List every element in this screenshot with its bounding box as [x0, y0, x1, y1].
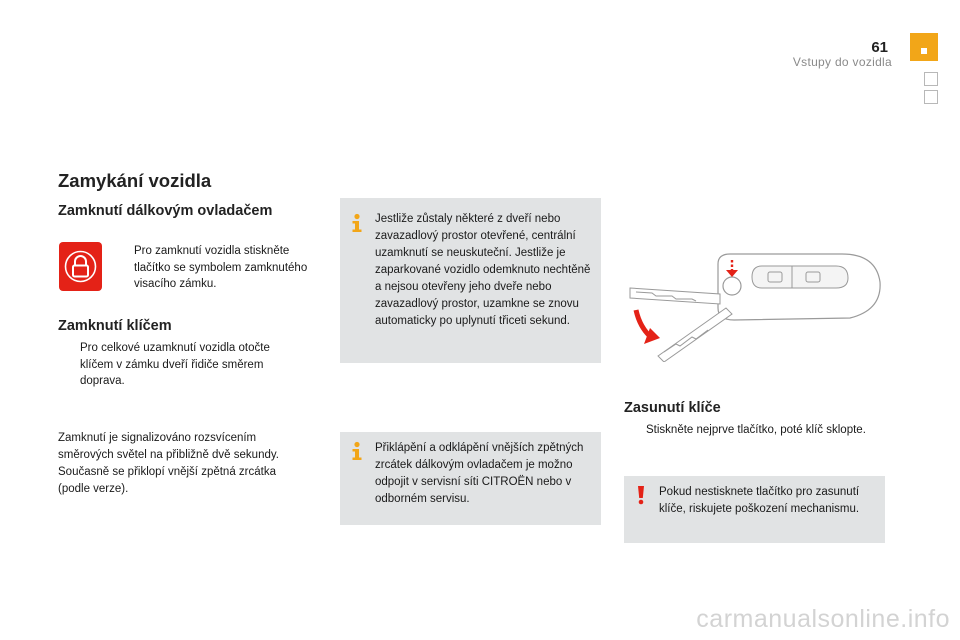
folding-key-icon	[622, 252, 884, 362]
lock-icon	[59, 242, 102, 291]
heading-fold-key: Zasunutí klíče	[624, 400, 721, 416]
watermark: carmanualsonline.info	[696, 605, 950, 633]
chapter-tab-active[interactable]	[910, 33, 938, 61]
info-text: Přiklápění a odklápění vnějších zpětných zrcátek dálkovým ovladačem je možno odpojit v servisní síti CITROËN nebo v odborném servisu.	[375, 442, 584, 505]
info-text: Jestliže zůstaly některé z dveří nebo zavazadlový prostor otevřené, centrální uzamknutí se neuskuteční. Jestliže je zaparkované vozidlo odemknuto nechtěně a nejsou otevřeny jeho dveře nebo zavazadlový prostor, uzamkne se znovu automaticky po uplynutí třiceti sekund.	[375, 213, 591, 327]
bullet-text: Stiskněte nejprve tlačítko, poté klíč sklopte.	[646, 424, 866, 436]
info-box-central-locking	[340, 198, 601, 363]
chapter-tab[interactable]	[924, 90, 938, 104]
bullet-text: Pro zamknutí vozidla stiskněte tlačítko se symbolem zamknutého visacího zámku.	[134, 245, 308, 290]
bullet-remote-locking	[112, 243, 312, 293]
signal-paragraph: Zamknutí je signalizováno rozsvícením směrových světel na přibližně dvě sekundy. Současně se přiklopí vnější zpětná zrcátka (podle verze).	[58, 432, 279, 495]
page-title: Zamykání vozidla	[58, 170, 212, 191]
heading-remote-locking: Zamknutí dálkovým ovladačem	[58, 203, 273, 219]
chapter-tab-marker	[921, 48, 927, 54]
info-icon	[349, 441, 365, 461]
warning-icon	[633, 485, 649, 505]
heading-key-locking: Zamknutí klíčem	[58, 318, 172, 334]
chapter-tab[interactable]	[924, 72, 938, 86]
info-icon	[349, 213, 365, 233]
warning-text: Pokud nestisknete tlačítko pro zasunutí klíče, riskujete poškození mechanismu.	[659, 486, 860, 515]
bullet-fold-key	[624, 422, 904, 439]
bullet-key-locking	[58, 340, 298, 390]
warning-box	[624, 476, 885, 543]
bullet-text: Pro celkové uzamknutí vozidla otočte klíčem v zámku dveří řidiče směrem doprava.	[80, 342, 270, 387]
info-box-mirrors	[340, 432, 601, 525]
section-title: Vstupy do vozidla	[792, 55, 892, 69]
page-number: 61	[871, 39, 888, 56]
